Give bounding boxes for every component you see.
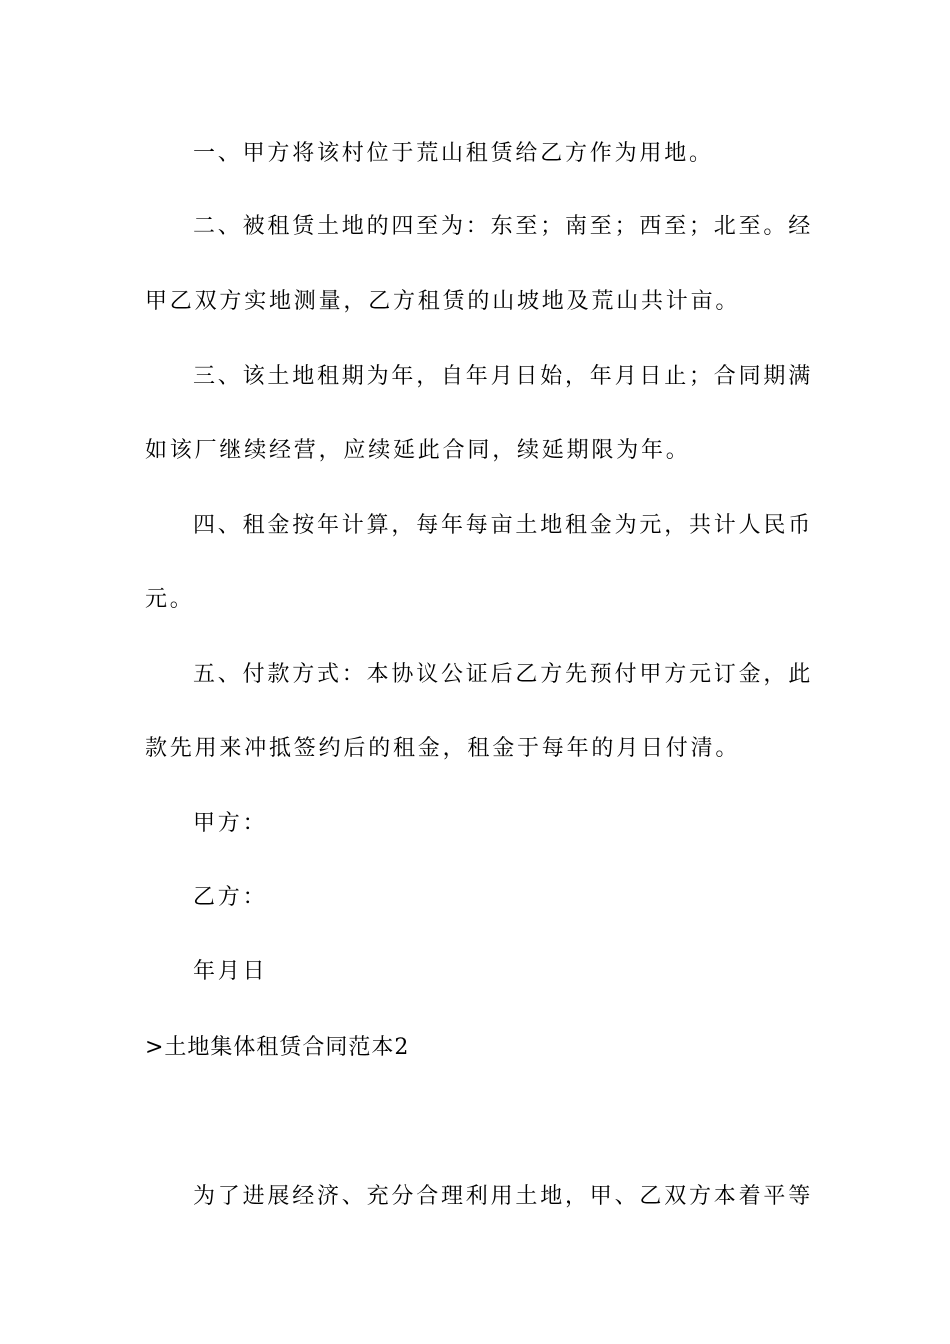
party-b-signature-label: 乙方： xyxy=(193,885,268,910)
clause-2-line-1: 二、被租赁土地的四至为：东至；南至；西至；北至。经 xyxy=(193,214,814,239)
clause-3-line-2: 如该厂继续经营，应续延此合同，续延期限为年。 xyxy=(145,438,691,463)
section-heading: >土地集体租赁合同范本2 xyxy=(145,1035,410,1060)
clause-4-line-2: 元。 xyxy=(145,587,195,612)
clause-3-line-1: 三、该土地租期为年，自年月日始，年月日止；合同期满 xyxy=(193,364,814,389)
party-a-signature-label: 甲方： xyxy=(193,811,268,836)
date-label: 年月日 xyxy=(193,959,268,984)
clause-5-line-2: 款先用来冲抵签约后的租金，租金于每年的月日付清。 xyxy=(145,736,741,761)
clause-5-line-1: 五、付款方式：本协议公证后乙方先预付甲方元订金，此 xyxy=(193,662,814,687)
clause-1-line: 一、甲方将该村位于荒山租赁给乙方作为用地。 xyxy=(193,141,714,166)
clause-4-line-1: 四、租金按年计算，每年每亩土地租金为元，共计人民币 xyxy=(193,513,814,538)
intro-paragraph-line-1: 为了进展经济、充分合理利用土地，甲、乙双方本着平等 xyxy=(193,1184,814,1209)
clause-2-line-2: 甲乙双方实地测量，乙方租赁的山坡地及荒山共计亩。 xyxy=(145,289,741,314)
